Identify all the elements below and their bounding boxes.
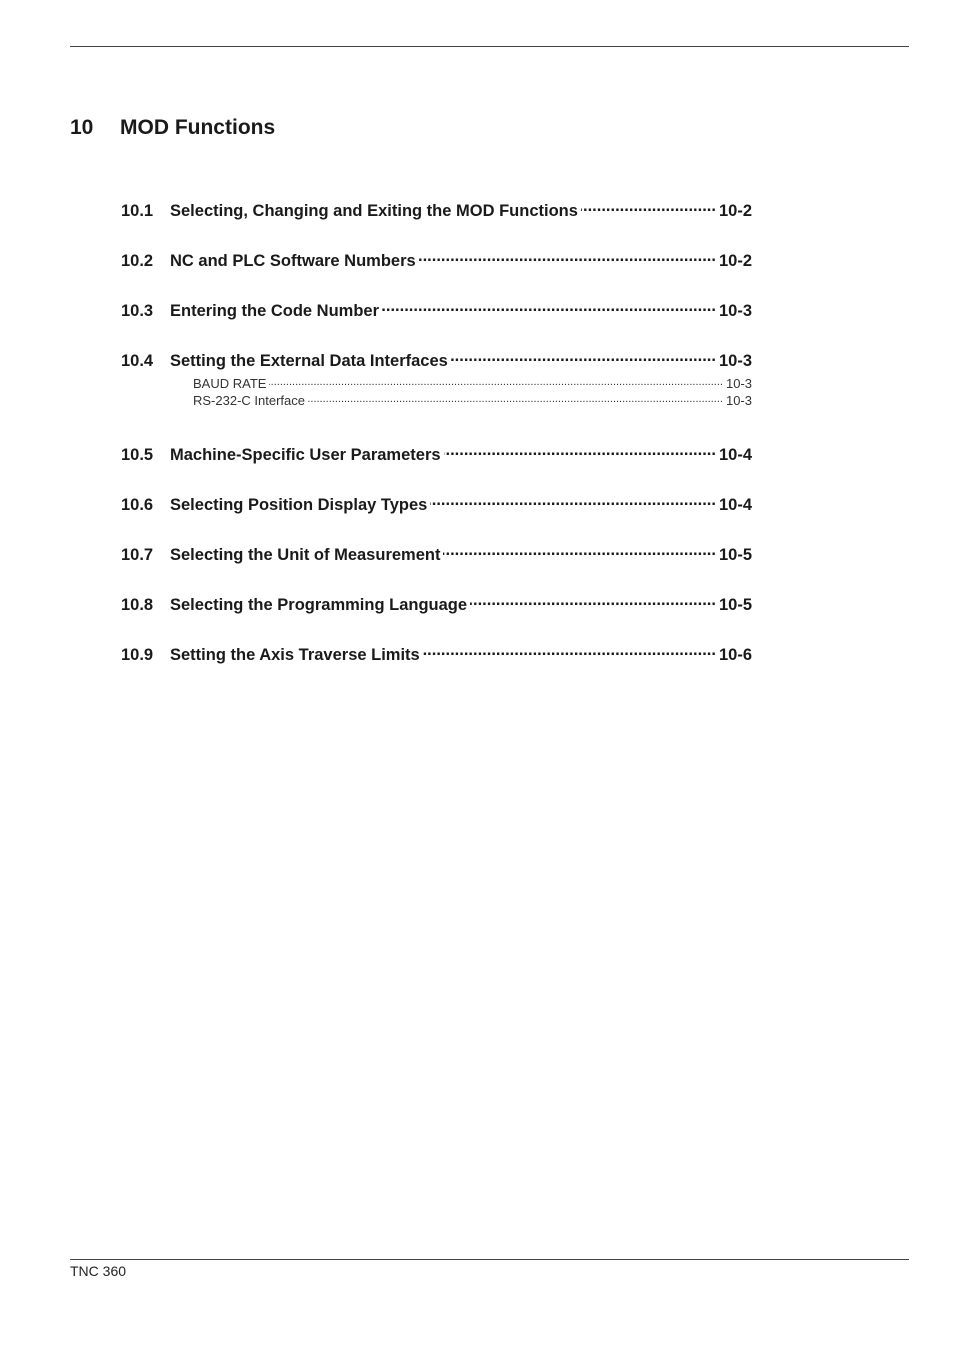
toc-subentry-page: 10-3 bbox=[725, 376, 752, 391]
toc-entry-number: 10.1 bbox=[121, 201, 154, 220]
toc-entry-page: 10-6 bbox=[718, 645, 752, 664]
dot-leader bbox=[451, 349, 716, 366]
toc-entry-10-1[interactable] bbox=[121, 199, 752, 223]
chapter-title: MOD Functions bbox=[120, 116, 276, 139]
dot-leader bbox=[443, 543, 716, 560]
toc-entry-10-9[interactable] bbox=[121, 643, 752, 667]
toc-entry-page: 10-4 bbox=[718, 495, 752, 514]
footer-text: TNC 360 bbox=[70, 1263, 127, 1279]
dot-leader bbox=[470, 593, 716, 610]
dot-leader bbox=[444, 443, 716, 460]
toc-entry-number: 10.2 bbox=[121, 251, 154, 270]
toc-subentry-rs232c-interface[interactable] bbox=[193, 392, 752, 409]
toc-entry-number: 10.3 bbox=[121, 301, 154, 320]
toc-entry-page: 10-2 bbox=[718, 251, 752, 270]
dot-leader bbox=[419, 249, 716, 266]
header-rule bbox=[70, 46, 909, 47]
toc-entry-title: Entering the Code Number bbox=[170, 301, 380, 320]
chapter-heading bbox=[70, 116, 275, 140]
toc-entry-title: Machine-Specific User Parameters bbox=[170, 445, 441, 464]
toc-entry-10-8[interactable] bbox=[121, 593, 752, 617]
toc-entry-title: Setting the Axis Traverse Limits bbox=[170, 645, 420, 664]
toc-entry-10-7[interactable] bbox=[121, 543, 752, 567]
toc-entry-page: 10-5 bbox=[718, 545, 752, 564]
toc-subentries bbox=[193, 375, 752, 409]
toc-entry-title: Selecting the Programming Language bbox=[170, 595, 468, 614]
toc-entry-number: 10.8 bbox=[121, 595, 154, 614]
toc-entry-10-3[interactable] bbox=[121, 299, 752, 323]
chapter-number: 10 bbox=[70, 116, 94, 139]
dot-leader bbox=[269, 375, 723, 388]
toc-entry-page: 10-3 bbox=[718, 351, 752, 370]
toc-entry-title: Selecting, Changing and Exiting the MOD Functions bbox=[170, 201, 578, 220]
footer-rule bbox=[70, 1259, 909, 1260]
dot-leader bbox=[382, 299, 716, 316]
toc-entry-title: Selecting the Unit of Measurement bbox=[170, 545, 441, 564]
toc-subentry-title: RS-232-C Interface bbox=[193, 393, 305, 408]
toc-entry-page: 10-4 bbox=[718, 445, 752, 464]
toc-entry-number: 10.7 bbox=[121, 545, 154, 564]
dot-leader bbox=[423, 643, 716, 660]
toc-entry-10-4[interactable] bbox=[121, 349, 752, 373]
toc-subentry-page: 10-3 bbox=[725, 393, 752, 408]
toc-entry-number: 10.6 bbox=[121, 495, 154, 514]
dot-leader bbox=[430, 493, 716, 510]
toc-entry-title: Setting the External Data Interfaces bbox=[170, 351, 448, 370]
dot-leader bbox=[581, 199, 716, 216]
toc-entry-10-2[interactable] bbox=[121, 249, 752, 273]
toc-entry-title: NC and PLC Software Numbers bbox=[170, 251, 416, 270]
toc-entry-page: 10-2 bbox=[718, 201, 752, 220]
toc-entry-title: Selecting Position Display Types bbox=[170, 495, 428, 514]
toc-entry-number: 10.5 bbox=[121, 445, 154, 464]
toc-entry-number: 10.9 bbox=[121, 645, 154, 664]
toc-entry-page: 10-5 bbox=[718, 595, 752, 614]
toc-entry-number: 10.4 bbox=[121, 351, 154, 370]
toc-entry-10-6[interactable] bbox=[121, 493, 752, 517]
dot-leader bbox=[308, 392, 723, 405]
toc-entry-page: 10-3 bbox=[718, 301, 752, 320]
table-of-contents bbox=[121, 199, 752, 693]
toc-subentry-title: BAUD RATE bbox=[193, 376, 267, 391]
toc-entry-10-5[interactable] bbox=[121, 443, 752, 467]
toc-subentry-baud-rate[interactable] bbox=[193, 375, 752, 392]
